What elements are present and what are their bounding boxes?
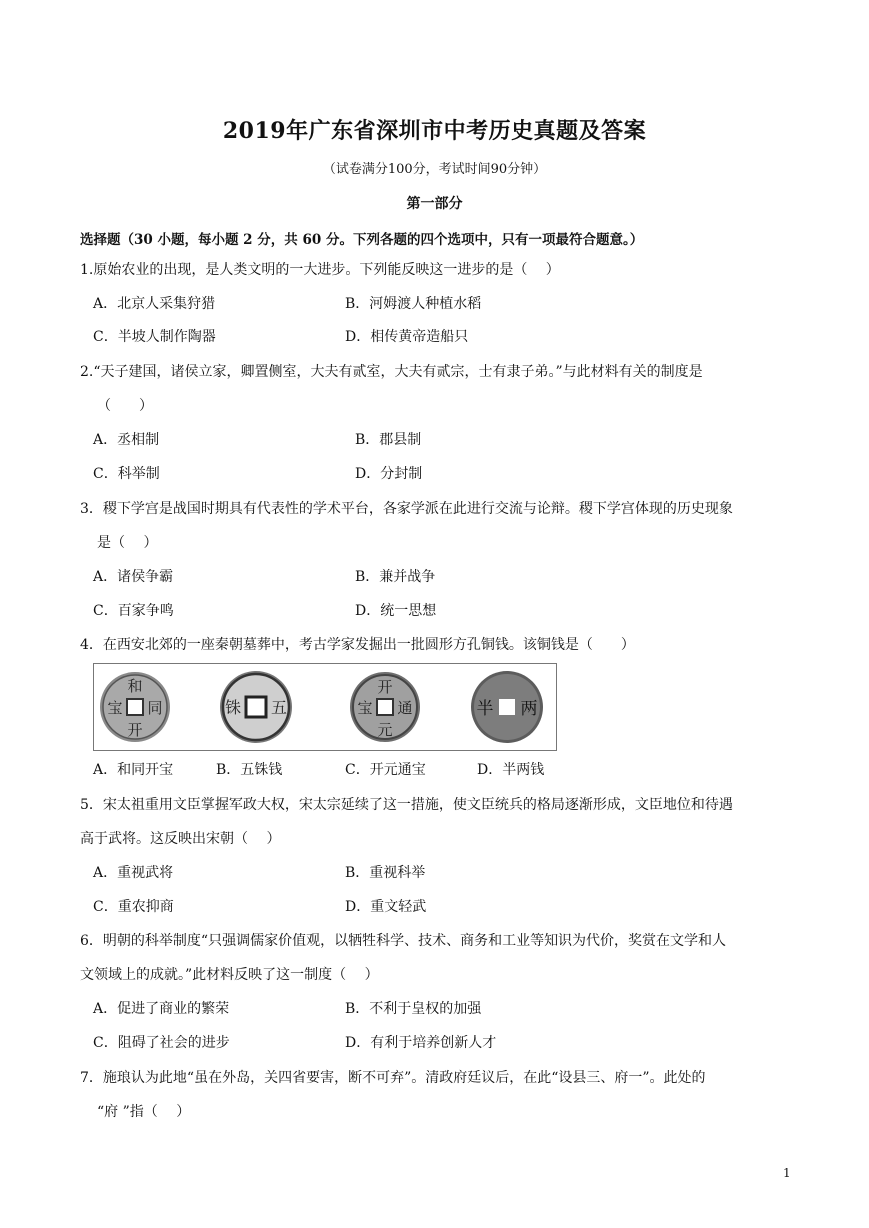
- question-1-text: 1.原始农业的出现，是人类文明的一大进步。下列能反映这一进步的是（ ）: [80, 262, 560, 278]
- coin-char: 半: [476, 699, 494, 719]
- coin-char: 同: [147, 699, 163, 717]
- q2-option-c: C．科举制: [93, 466, 160, 482]
- q5-option-a: A．重视武将: [93, 865, 174, 881]
- coin-char: 和: [127, 677, 143, 695]
- part-heading: 第一部分: [406, 196, 463, 212]
- q2-option-b: B．郡县制: [355, 432, 422, 448]
- q1-option-a: A．北京人采集狩猎: [93, 296, 216, 312]
- page-title: 2019年广东省深圳市中考历史真题及答案: [222, 118, 647, 144]
- coin-char: 通: [397, 699, 413, 717]
- question-4-text: 4．在西安北郊的一座秦朝墓葬中，考古学家发掘出一批圆形方孔铜钱。该铜钱是（ ）: [80, 637, 635, 653]
- coin-char: 宝: [357, 699, 373, 717]
- q5-option-d: D．重文轻武: [345, 899, 427, 915]
- question-6-text: 6．明朝的科举制度“只强调儒家价值观，以牺牲科学、技术、商务和工业等知识为代价，奖赏在文学和人: [80, 933, 727, 949]
- coin-char: 开: [127, 721, 143, 739]
- q3-option-a: A．诸侯争霸: [93, 569, 174, 585]
- q6-option-c: C．阻碍了社会的进步: [93, 1035, 230, 1051]
- coin-char: 元: [377, 721, 393, 739]
- coin-char: 铢: [224, 698, 242, 717]
- question-7-text: 7．施琅认为此地“虽在外岛，关四省要害，断不可弃”。清政府廷议后，在此“设县三、府一”。此处的: [80, 1070, 706, 1086]
- q4-option-c: C．开元通宝: [345, 762, 426, 778]
- q4-option-a: A．和同开宝: [93, 762, 174, 778]
- q6-option-b: B．不利于皇权的加强: [345, 1001, 482, 1017]
- question-5-text-cont: 高于武将。这反映出宋朝（ ）: [80, 831, 281, 847]
- question-5-text: 5．宋太祖重用文臣掌握军政大权，宋太宗延续了这一措施，使文臣统兵的格局逐渐形成，文臣地位和待遇: [80, 797, 733, 813]
- question-3-text-cont: 是（ ）: [97, 535, 158, 551]
- section-instructions: 选择题（30 小题，每小题 2 分，共 60 分。下列各题的四个选项中，只有一项最符合题意。）: [80, 232, 644, 248]
- q4-option-d: D．半两钱: [477, 762, 545, 778]
- coin-images: [93, 663, 557, 751]
- question-2-text: 2.“天子建国，诸侯立家，卿置侧室，大夫有贰室，大夫有贰宗，士有隶子弟。”与此材料有关的制度是: [80, 364, 703, 380]
- q6-option-a: A．促进了商业的繁荣: [93, 1001, 230, 1017]
- question-6-text-cont: 文领域上的成就。”此材料反映了这一制度（ ）: [80, 967, 379, 983]
- q2-option-d: D．分封制: [355, 466, 423, 482]
- q6-option-d: D．有利于培养创新人才: [345, 1035, 497, 1051]
- q1-option-b: B．河姆渡人种植水稻: [345, 296, 482, 312]
- question-3-text: 3．稷下学宫是战国时期具有代表性的学术平台，各家学派在此进行交流与论辩。稷下学宫体现的历史现象: [80, 501, 733, 517]
- q1-option-c: C．半坡人制作陶器: [93, 329, 216, 345]
- q2-option-a: A．丞相制: [93, 432, 160, 448]
- q1-option-d: D．相传黄帝造船只: [345, 329, 469, 345]
- coin-char: 五: [270, 698, 288, 717]
- q3-option-c: C．百家争鸣: [93, 603, 174, 619]
- exam-info: （试卷满分100分，考试时间90分钟）: [322, 162, 547, 177]
- banliang-coin: [466, 669, 550, 749]
- q4-option-b: B．五铢钱: [216, 762, 283, 778]
- question-7-text-cont: “府 ”指（ ）: [97, 1104, 191, 1120]
- coin-char: 两: [520, 699, 538, 719]
- question-2-text-cont: （ ）: [97, 398, 153, 414]
- page-number: 1: [783, 1166, 791, 1180]
- q5-option-c: C．重农抑商: [93, 899, 174, 915]
- coin-char: 宝: [107, 699, 123, 717]
- coin-char: 开: [377, 678, 393, 696]
- hetong-kaibao-coin: [97, 669, 175, 745]
- q5-option-b: B．重视科举: [345, 865, 426, 881]
- q3-option-d: D．统一思想: [355, 603, 437, 619]
- wuzhu-coin: [216, 669, 298, 749]
- kaiyuan-tongbao-coin: [346, 669, 426, 747]
- q3-option-b: B．兼并战争: [355, 569, 436, 585]
